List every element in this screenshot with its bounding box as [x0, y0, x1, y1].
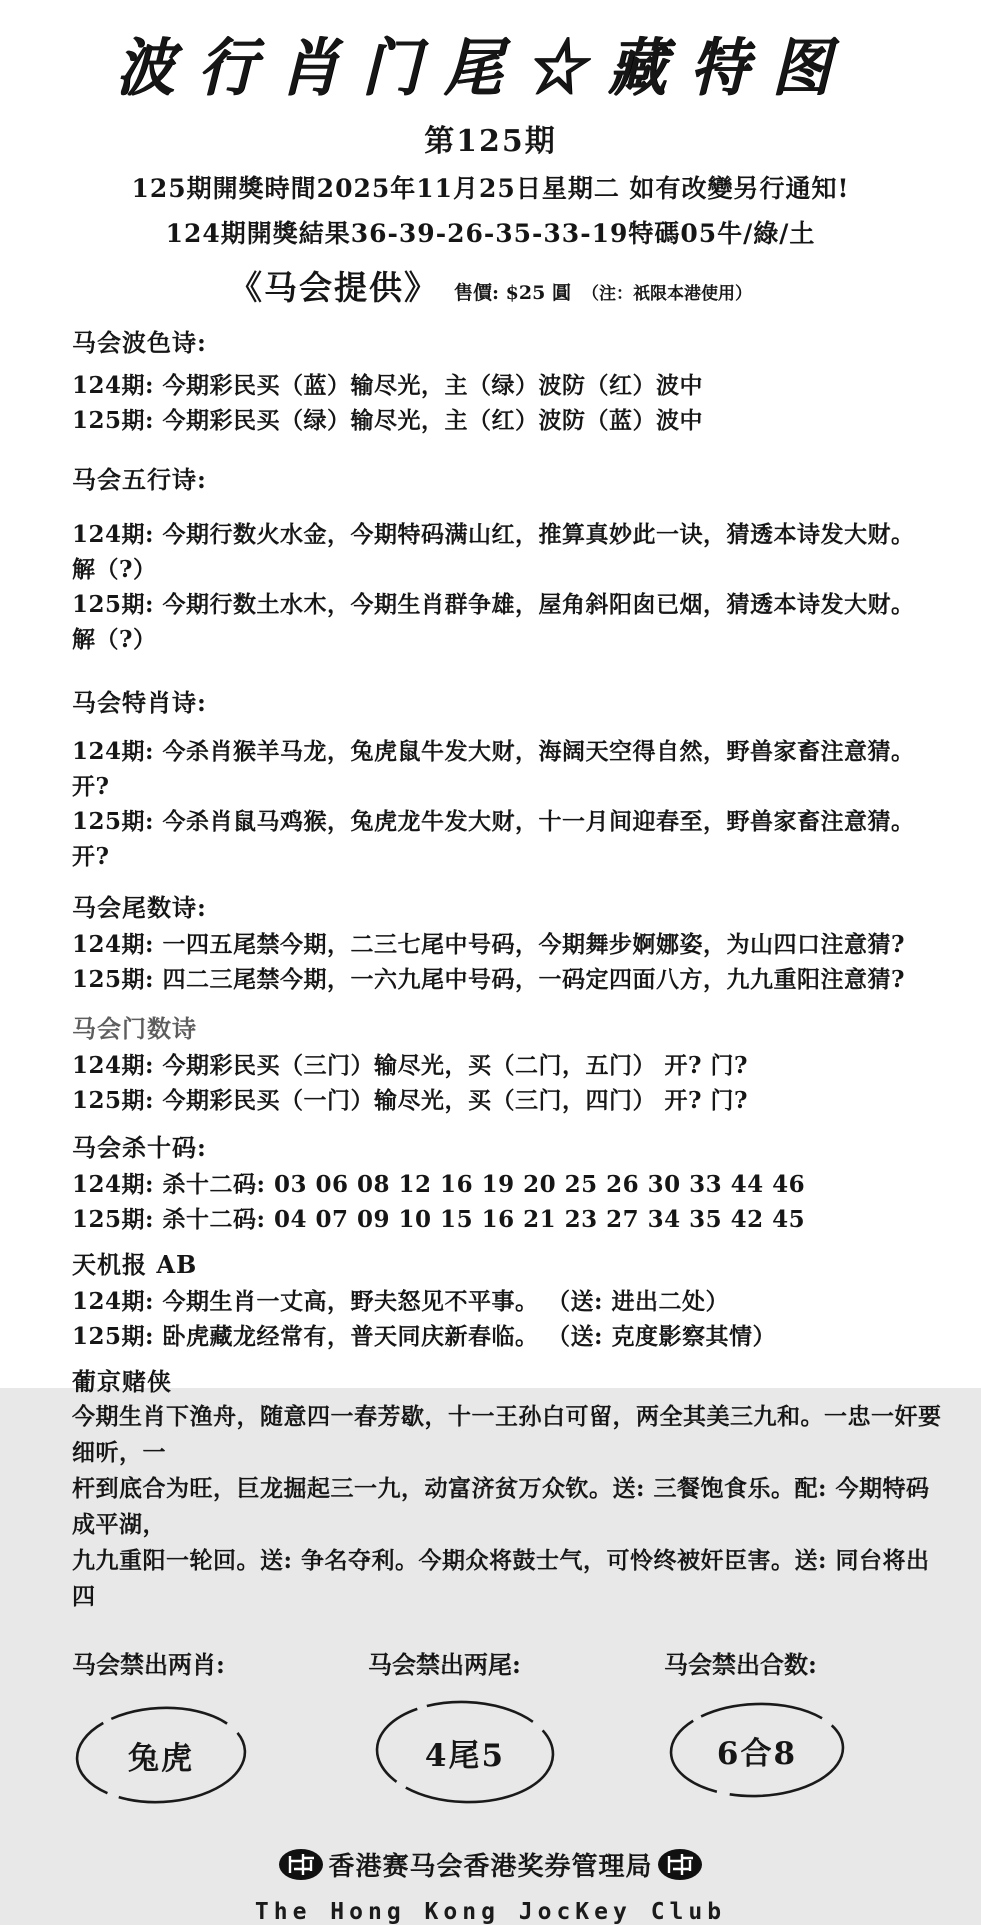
jockey-club-emblem-icon	[657, 1848, 703, 1881]
issue-number: 第125期	[424, 124, 557, 159]
poem-line: 125期: 今期彩民买（绿）输尽光，主（红）波防（蓝）波中	[72, 407, 704, 434]
kill-numbers-line: 124期: 杀十二码: 03 06 08 12 16 19 20 25 26 30 33 44 46	[72, 1171, 806, 1198]
section-bose-poem	[72, 323, 945, 438]
poem-line: 124期: 一四五尾禁今期，二三七尾中号码，今期舞步婀娜姿，为山四口注意猜?	[72, 931, 905, 958]
poem-line: 125期: 今杀肖鼠马鸡猴，兔虎龙牛发大财，十一月间迎春至，野兽家畜注意猜。 开?	[72, 808, 915, 870]
poem-line: 125期: 卧虎藏龙经常有，普天同庆新春临。 （送: 克度影察其情）	[72, 1323, 777, 1350]
ban-two-tails	[368, 1645, 664, 1806]
ban-sum	[664, 1645, 848, 1806]
section-pujing-duxia	[72, 1362, 945, 1615]
footer-org-row	[0, 1846, 981, 1883]
org-name-english: The Hong Kong JocKey Club	[254, 1899, 727, 1925]
poem-line: 124期: 今杀肖猴羊马龙，兔虎鼠牛发大财，海阔天空得自然，野兽家畜注意猜。 开?	[72, 738, 915, 800]
poem-sections	[0, 323, 981, 1615]
provider-note: （注：祇限本港使用）	[582, 284, 753, 304]
ban-two-zodiac	[72, 1645, 368, 1806]
prose-line: 杆到底合为旺，巨龙掘起三一九，动富济贫万众钦。送: 三餐饱食乐。配: 今期特码成平湖，	[72, 1475, 930, 1538]
provider-price: 售價: $25 圓	[454, 282, 571, 304]
ban-label: 马会禁出两尾:	[368, 1650, 521, 1679]
ban-value: 兔虎	[128, 1740, 194, 1777]
prose-line: 九九重阳一轮回。送: 争名夺利。今期众将鼓士气，可怜终被奸臣害。送: 同台将出四	[72, 1547, 930, 1610]
banned-picks	[0, 1645, 981, 1806]
ban-value: 4尾5	[424, 1737, 506, 1774]
ban-label: 马会禁出合数:	[664, 1650, 817, 1679]
kill-numbers-line: 125期: 杀十二码: 04 07 09 10 15 16 21 23 27 34 35 42 45	[72, 1206, 806, 1233]
section-wuxing-poem	[72, 460, 945, 657]
prose-line: 今期生肖下渔舟，随意四一春芳歇，十一王孙白可留，两全其美三九和。一忠一奸要细听，一	[72, 1403, 942, 1466]
page-title-text: 波行肖门尾☆藏特图	[112, 31, 869, 105]
section-texiao-poem	[72, 683, 945, 874]
section-title: 马会尾数诗:	[72, 893, 207, 922]
jockey-club-emblem-icon	[278, 1848, 324, 1881]
last-result-line: 124期開獎結果36-39-26-35-33-19特碼05牛/綠/土	[165, 219, 816, 248]
header	[0, 0, 981, 309]
section-tianjibao	[72, 1245, 945, 1354]
section-title: 葡京赌侠	[72, 1367, 172, 1396]
poem-line: 125期: 四二三尾禁今期，一六九尾中号码，一码定四面八方，九九重阳注意猜?	[72, 966, 905, 993]
section-title: 马会特肖诗:	[72, 688, 207, 717]
provider-title: 《马会提供》	[228, 268, 439, 307]
section-shashima	[72, 1128, 945, 1237]
poem-line: 124期: 今期生肖一丈高，野夫怒见不平事。 （送: 进出二处）	[72, 1288, 730, 1315]
poem-line: 125期: 今期行数土水木，今期生肖群争雄，屋角斜阳囱已烟，猜透本诗发大财。 解（?）	[72, 591, 915, 653]
ban-ellipse	[72, 1704, 250, 1806]
section-title: 马会门数诗	[72, 1014, 197, 1043]
poem-line: 124期: 今期彩民买（蓝）输尽光，主（绿）波防（红）波中	[72, 372, 704, 399]
draw-time-line: 125期開獎時間2025年11月25日星期二 如有改變另行通知!	[131, 174, 850, 203]
section-title: 马会五行诗:	[72, 465, 207, 494]
ban-ellipse	[372, 1698, 558, 1806]
provider-row	[0, 262, 981, 309]
poem-line: 124期: 今期彩民买（三门）输尽光，买（二门，五门） 开? 门?	[72, 1052, 748, 1079]
poem-line: 125期: 今期彩民买（一门）输尽光，买（三门，四门） 开? 门?	[72, 1087, 748, 1114]
org-name: 香港赛马会香港奖券管理局	[328, 1852, 653, 1882]
section-title: 马会波色诗:	[72, 328, 207, 357]
section-weishu-poem	[72, 888, 945, 997]
ban-ellipse	[666, 1700, 848, 1800]
page-title	[0, 0, 981, 116]
poem-line: 124期: 今期行数火水金，今期特码满山红，推算真妙此一诀，猜透本诗发大财。 解（?）	[72, 521, 915, 583]
ban-value: 6合8	[716, 1735, 798, 1772]
section-menshu-poem	[72, 1009, 945, 1118]
section-title: 天机报 AB	[72, 1250, 198, 1279]
ban-label: 马会禁出两肖:	[72, 1650, 225, 1679]
section-title: 马会杀十码:	[72, 1133, 207, 1162]
